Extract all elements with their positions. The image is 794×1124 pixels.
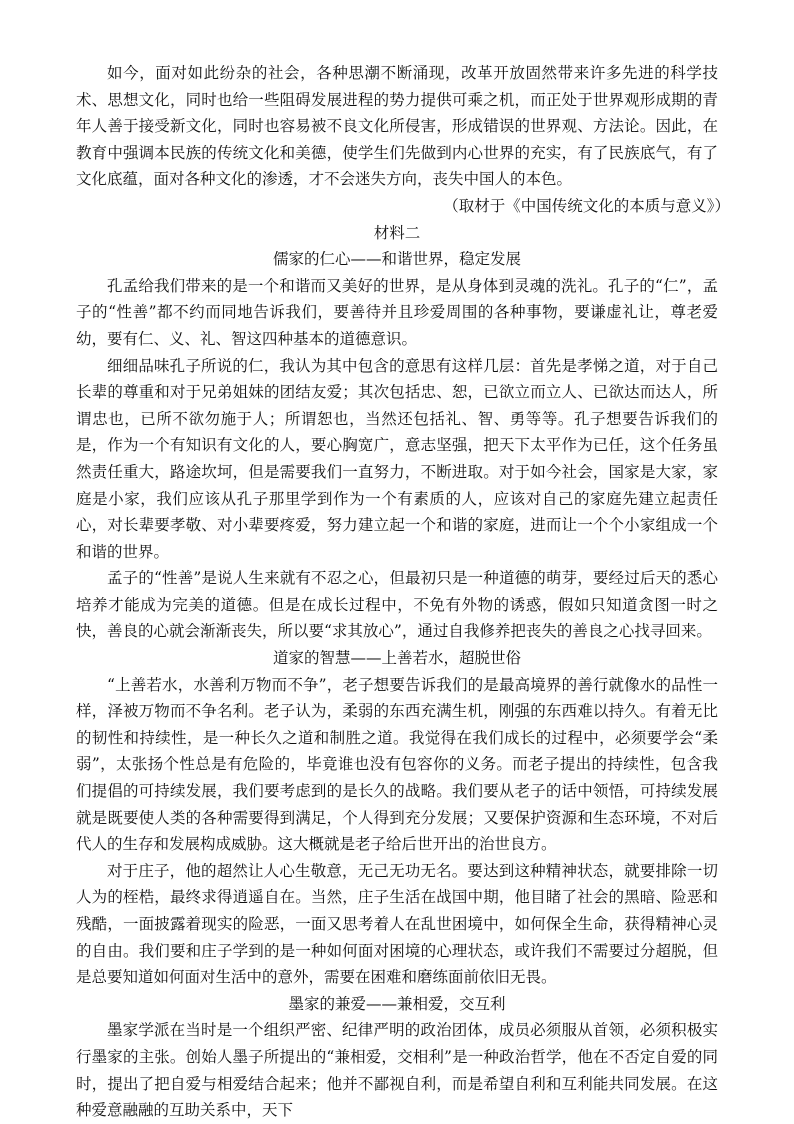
paragraph-ren: 细细品味孔子所说的仁，我认为其中包含的意思有这样几层：首先是孝悌之道，对于自己长辈的尊重和对于兄弟姐妹的团结友爱；其次包括忠、恕，已欲立而立人、已欲达而达人，所谓忠也，已所不欲勿施于人；所谓恕也，当然还包括礼、智、勇等等。孔子想要告诉我们的是，作为一个有知识有文化的人，要心胸宽广，意志坚强，把天下太平作为已任，这个任务虽然责任重大，路途坎坷，但是需要我们一直努力，不断进取。对于如今社会，国家是大家，家庭是小家，我们应该从孔子那里学到作为一个有素质的人，应该对自己的家庭先建立起责任心，对长辈要孝敬、对小辈要疼爱，努力建立起一个和谐的家庭，进而让一个个小家组成一个和谐的世界。 xyxy=(76,356,718,561)
paragraph-xingshan: 孟子的“性善”是说人生来就有不忍之心，但最初只是一种道德的萌芽，要经过后天的悉心培养才能成为完美的道德。但是在成长过程中，不免有外物的诱惑，假如只知道贪图一时之快，善良的心就会渐渐丧失，所以要“求其放心”，通过自我修养把丧失的善良之心找寻回来。 xyxy=(76,569,718,641)
source-citation: （取材于《中国传统文化的本质与意义》） xyxy=(443,196,730,215)
material-title: 材料二 xyxy=(373,223,421,242)
section-title-mohist: 墨家的兼爱——兼相爱，交互利 xyxy=(288,994,506,1013)
paragraph-zhuangzi: 对于庄子，他的超然让人心生敬意，无己无功无名。要达到这种精神状态，就要排除一切人为的桎梏，最终求得逍遥自在。当然，庄子生活在战国中期，他目睹了社会的黑暗、险恶和残酷，一面披露着现实的险恶，一面又思考着人在乱世困境中，如何保全生命，获得精神心灵的自由。我们要和庄子学到的是一种如何面对困境的心理状态，或许我们不需要过分超脱，但是总要知道如何面对生活中的意外，需要在困难和磨练面前依旧无畏。 xyxy=(76,861,718,987)
paragraph-laozi: “上善若水，水善利万物而不争”，老子想要告诉我们的是最高境界的善行就像水的品性一样，泽被万物而不争名利。老子认为，柔弱的东西充满生机，刚强的东西难以持久。有着无比的韧性和持续性，是一种长久之道和制胜之道。我觉得在我们成长的过程中，必须要学会“柔弱”，太张扬个性总是有危险的，毕竟谁也没有包容你的义务。而老子提出的持续性，包含我们提倡的可持续发展，我们要考虑到的是长久的战略。我们要从老子的话中领悟，可持续发展就是既要使人类的各种需要得到满足，个人得到充分发展；又要保护资源和生态环境，不对后代人的生存和发展构成威胁。这大概就是老子给后世开出的治世良方。 xyxy=(76,675,718,854)
section-title-taoist: 道家的智慧——上善若水，超脱世俗 xyxy=(272,649,521,668)
paragraph-confucius-mencius: 孔孟给我们带来的是一个和谐而又美好的世界，是从身体到灵魂的洗礼。孔子的“仁”，孟子的“性善”都不约而同地告诉我们，要善待并且珍爱周围的各种事物，要谦虚礼让，尊老爱幼，要有仁、义、礼、智这四种基本的道德意识。 xyxy=(76,276,718,348)
paragraph-mozi: 墨家学派在当时是一个组织严密、纪律严明的政治团体，成员必须服从首领，必须积极实行墨家的主张。创始人墨子所提出的“兼相爱，交相利”是一种政治哲学，他在不否定自爱的同时，提出了把自爱与相爱结合起来；他并不鄙视自利，而是希望自利和互利能共同发展。在这种爱意融融的互助关系中，天下 xyxy=(76,1021,718,1120)
paragraph-intro: 如今，面对如此纷杂的社会，各种思潮不断涌现，改革开放固然带来许多先进的科学技术、思想文化，同时也给一些阻碍发展进程的势力提供可乘之机，而正处于世界观形成期的青年人善于接受新文化，同时也容易被不良文化所侵害，形成错误的世界观、方法论。因此，在教育中强调本民族的传统文化和美德，使学生们先做到内心世界的充实，有了民族底气，有了文化底蕴，面对各种文化的渗透，才不会迷失方向，丧失中国人的本色。 xyxy=(76,64,718,189)
section-title-confucian: 儒家的仁心——和谐世界，稳定发展 xyxy=(272,250,521,269)
